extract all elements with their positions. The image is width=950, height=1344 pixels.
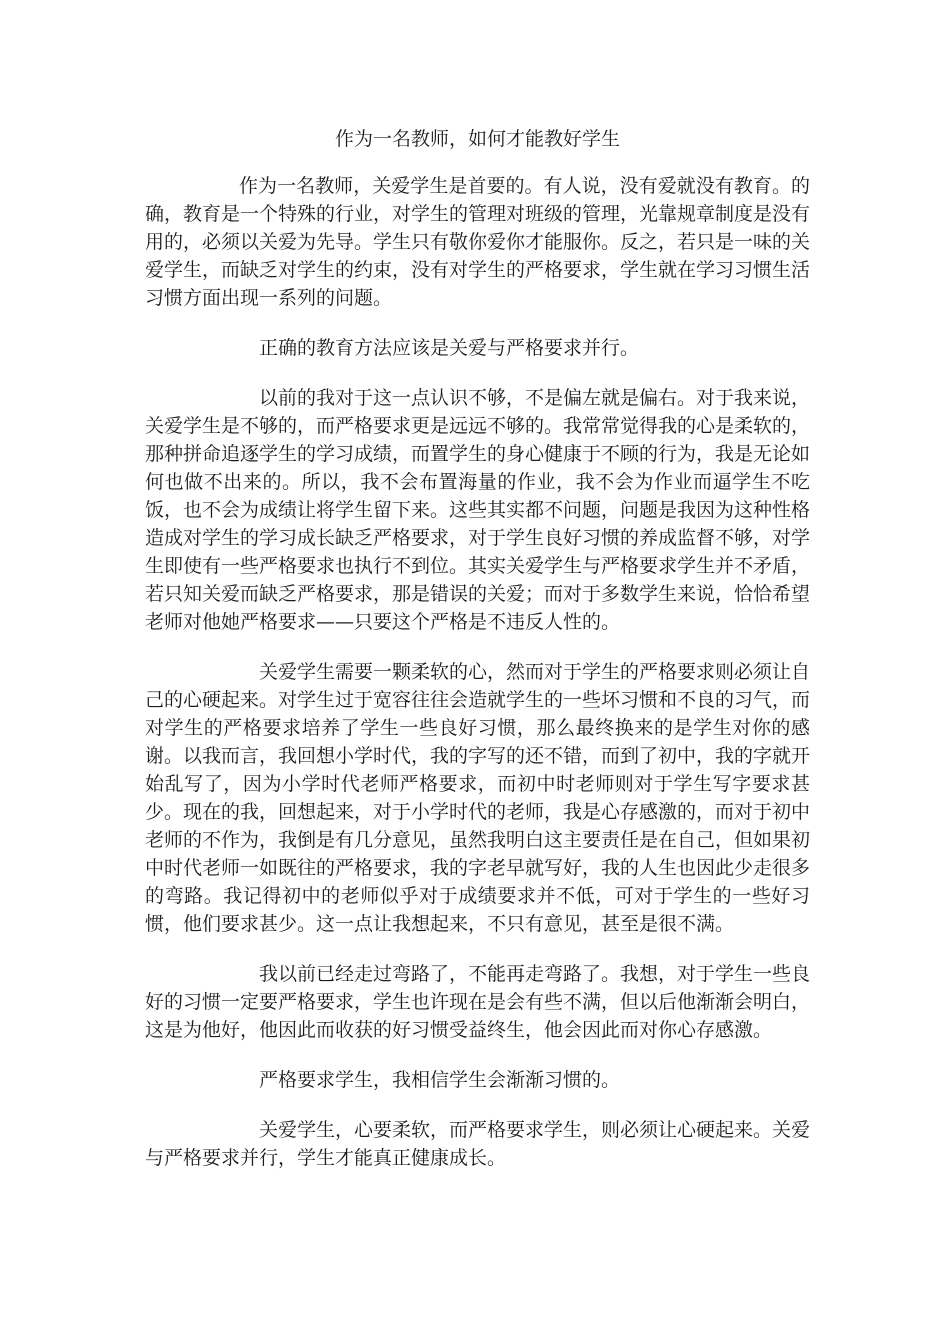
paragraph-7: 关爱学生，心要柔软，而严格要求学生，则必须让心硬起来。关爱与严格要求并行，学生才能真正健康成长。 xyxy=(145,1119,811,1169)
paragraph-4: 关爱学生需要一颗柔软的心，然而对于学生的严格要求则必须让自己的心硬起来。对学生过于宽容往往会造就学生的一些坏习惯和不良的习气，而对学生的严格要求培养了学生一些良好习惯，那么最终换来的是学生对你的感谢。以我而言，我回想小学时代，我的字写的还不错，而到了初中，我的字就开始乱写了，因为小学时代老师严格要求，而初中时老师则对于学生写字要求甚少。现在的我，回想起来，对于小学时代的老师，我是心存感激的，而对于初中老师的不作为，我倒是有几分意见，虽然我明白这主要责任是在自己，但如果初中时代老师一如既往的严格要求，我的字老早就写好，我的人生也因此少走很多的弯路。我记得初中的老师似乎对于成绩要求并不低，可对于学生的一些好习惯，他们要求甚少。这一点让我想起来，不只有意见，甚至是很不满。 xyxy=(145,661,811,935)
paragraph-3: 以前的我对于这一点认识不够，不是偏左就是偏右。对于我来说，关爱学生是不够的，而严格要求更是远远不够的。我常常觉得我的心是柔软的，那种拼命追逐学生的学习成绩，而置学生的身心健康于不顾的行为，我是无论如何也做不出来的。所以，我不会布置海量的作业，我不会为作业而逼学生不吃饭，也不会为成绩让将学生留下来。这些其实都不问题，问题是我因为这种性格造成对学生的学习成长缺乏严格要求，对于学生良好习惯的养成监督不够，对学生即使有一些严格要求也执行不到位。其实关爱学生与严格要求学生并不矛盾，若只知关爱而缺乏严格要求，那是错误的关爱；而对于多数学生来说，恰恰希望老师对他她严格要求——只要这个严格是不违反人性的。 xyxy=(145,387,811,633)
paragraph-5: 我以前已经走过弯路了，不能再走弯路了。我想，对于学生一些良好的习惯一定要严格要求，学生也许现在是会有些不满，但以后他渐渐会明白，这是为他好，他因此而收获的好习惯受益终生，他会因此而对你心存感激。 xyxy=(145,963,811,1041)
document-title: 作为一名教师，如何才能教好学生 xyxy=(334,128,620,150)
paragraph-6: 严格要求学生，我相信学生会渐渐习惯的。 xyxy=(259,1069,621,1091)
paragraph-1: 作为一名教师，关爱学生是首要的。有人说，没有爱就没有教育。的确，教育是一个特殊的行业，对学生的管理对班级的管理，光靠规章制度是没有用的，必须以关爱为先导。学生只有敬你爱你才能服你。反之，若只是一味的关爱学生，而缺乏对学生的约束，没有对学生的严格要求，学生就在学习习惯生活习惯方面出现一系列的问题。 xyxy=(145,175,811,309)
paragraph-2: 正确的教育方法应该是关爱与严格要求并行。 xyxy=(259,337,640,359)
document-body xyxy=(145,172,810,1194)
